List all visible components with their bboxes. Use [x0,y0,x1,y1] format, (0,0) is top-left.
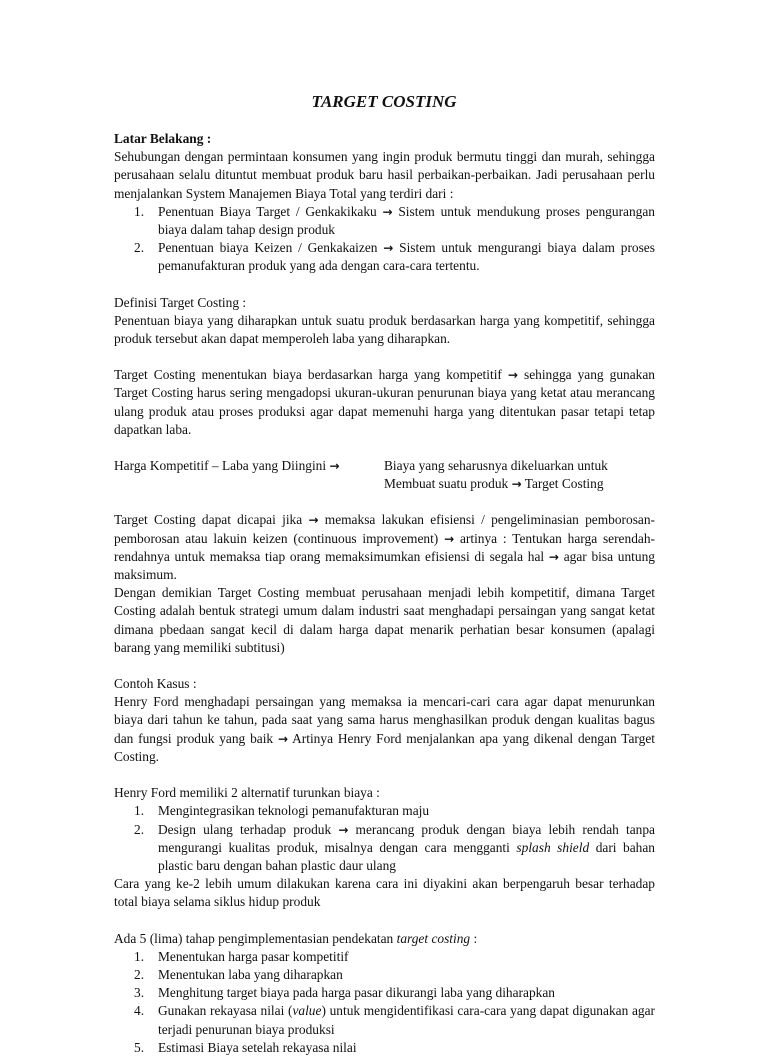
list-text: Design ulang terhadap produk [158,821,332,837]
latar-heading: Latar Belakang : [114,131,212,146]
tahap-list [114,948,655,1057]
paragraph-text: memaksa lakukan efisiensi / pengeliminasian pemborosan-pemborosan atau lakuin keizen (continuous improvement) [114,512,656,546]
formula-left [114,457,384,493]
list-item [114,984,655,1002]
formula-right [384,457,655,493]
list-text: merancang produk dengan biaya lebih rendah tanpa mengurangi kualitas produk, misalnya dengan cara mengganti [158,821,655,855]
list-text: dari bahan plastic baru dengan bahan plastic daur ulang [158,839,656,873]
formula-text: Membuat suatu produk [384,476,509,492]
right-arrow-icon: → [548,549,559,564]
heading-text: Ada 5 (lima) tahap pengimplementasian pendekatan [114,930,394,946]
list-item [114,948,655,966]
paragraph-text: sehingga yang gunakan Target Costing harus sering mengadopsi ukuran-ukuran penurunan biaya yang ketat atau merancang ulang produk atau proses produksi agar dapat memenuhi harga yang ditentukan pasar tetapi tetap dapatkan laba. [114,367,655,437]
list-text: ) untuk mengidentifikasi cara-cara yang dapat digunakan agar terjadi penurunan biaya produksi [158,1003,655,1037]
list-text: Sistem untuk mendukung proses pengurangan biaya dalam tahap design produk [158,203,655,238]
menentukan-paragraph [114,366,655,439]
alternatif-closing: Cara yang ke-2 lebih umum dilakukan karena cara ini diyakini akan berpengaruh besar terhadap total biaya selama siklus hidup produk [114,876,655,910]
paragraph-text: Target Costing dapat dicapai jika [114,512,303,528]
right-arrow-icon: → [308,513,319,528]
list-number: 4. [134,1003,145,1019]
list-text: Penentuan biaya Keizen / Genkakaizen [158,240,378,256]
list-text: Sistem untuk mengurangi biaya dalam proses pemanufakturan produk yang ada dengan cara-cara tertentu. [158,240,655,274]
list-text: Menghitung target biaya pada harga pasar dikurangi laba yang diharapkan [158,985,555,1001]
list-item [114,802,655,820]
list-text: Mengintegrasikan teknologi pemanufakturan maju [158,803,430,819]
list-item [114,239,655,275]
list-number: 2. [134,240,145,256]
page-title: TARGET COSTING [311,92,457,111]
definisi-heading: Definisi Target Costing : [114,294,247,310]
list-number: 1. [134,948,145,964]
list-text-emphasis: value [292,1003,322,1019]
list-item [114,203,655,239]
right-arrow-icon: → [338,822,349,837]
right-arrow-icon: → [507,368,518,383]
list-item [114,1039,655,1057]
list-number: 1. [134,203,145,219]
latar-paragraph: Sehubungan dengan permintaan konsumen yang ingin produk bermutu tinggi dan murah, sehingga perusahaan selalu dituntut membuat produk baru hasil perbaikan-perbaikan. Jadi perusahaan perlu menjalankan System Manajemen Biaya Total yang terdiri dari : [114,149,655,201]
heading-emphasis: target costing [396,930,471,946]
formula-text: Biaya yang seharusnya dikeluarkan untuk [384,458,608,474]
tahap-heading [114,930,655,948]
kasus-paragraph [114,693,655,766]
list-text: Penentuan Biaya Target / Genkakikaku [158,203,377,219]
formula-line [384,475,655,493]
paragraph-text: artinya : Tentukan harga serendah-rendahnya untuk memaksa tiap orang memaksimumkan efisiensi di segala hal [114,530,655,564]
list-number: 3. [134,985,145,1001]
paragraph-text: Target Costing menentukan biaya berdasarkan harga yang kompetitif [114,367,502,383]
list-text: Menentukan harga pasar kompetitif [158,948,349,964]
paragraph-text: agar bisa untung maksimum. [114,548,655,583]
harga-formula [114,457,655,493]
list-number: 2. [134,966,145,982]
paragraph-text: Henry Ford menghadapi persaingan yang memaksa ia mencari-cari cara agar dapat menurunkan biaya dari tahun ke tahun, pada saat yang sama harus menghasilkan produk dengan kualitas bagus dan fungsi produk yang baik [114,694,655,746]
right-arrow-icon: → [382,204,393,219]
list-text: Menentukan laba yang diharapkan [158,966,343,982]
kompetitif-paragraph: Dengan demikian Target Costing membuat perusahaan menjadi lebih kompetitif, dimana Target Costing adalah bentuk strategi umum dalam industri saat menghadapi persaingan yang sangat ketat dimana pbedaan sangat kecil di dalam harga dapat menarik perhatian besar konsumen (apalagi barang yang memiliki subtitusi) [114,585,655,655]
list-item [114,821,655,876]
right-arrow-icon: → [329,459,340,474]
formula-text: Target Costing [524,476,604,492]
document-body [114,130,655,1057]
list-item [114,966,655,984]
list-number: 2. [134,821,145,837]
list-item [114,1002,655,1038]
latar-list [114,203,655,276]
list-text: Estimasi Biaya setelah rekayasa nilai [158,1039,357,1055]
formula-text: Harga Kompetitif – Laba yang Diingini [114,458,327,474]
right-arrow-icon: → [511,477,522,492]
dicapai-paragraph [114,511,655,584]
right-arrow-icon: → [277,731,289,746]
list-number: 1. [134,803,145,819]
alternatif-heading: Henry Ford memiliki 2 alternatif turunkan biaya : [114,785,380,801]
definisi-paragraph: Penentuan biaya yang diharapkan untuk suatu produk berdasarkan harga yang kompetitif, sehingga produk tersebut akan dapat memperoleh laba yang diharapkan. [114,312,655,347]
list-number: 5. [134,1039,145,1055]
right-arrow-icon: → [444,531,455,546]
list-text: Gunakan rekayasa nilai ( [158,1003,293,1019]
kasus-heading: Contoh Kasus : [114,676,197,692]
paragraph-text: Artinya Henry Ford menjalankan apa yang dikenal dengan Target Costing. [114,730,655,764]
list-text-emphasis: splash shield [516,839,590,855]
right-arrow-icon: → [383,241,394,256]
heading-text: : [473,930,478,946]
alternatif-list [114,802,655,875]
